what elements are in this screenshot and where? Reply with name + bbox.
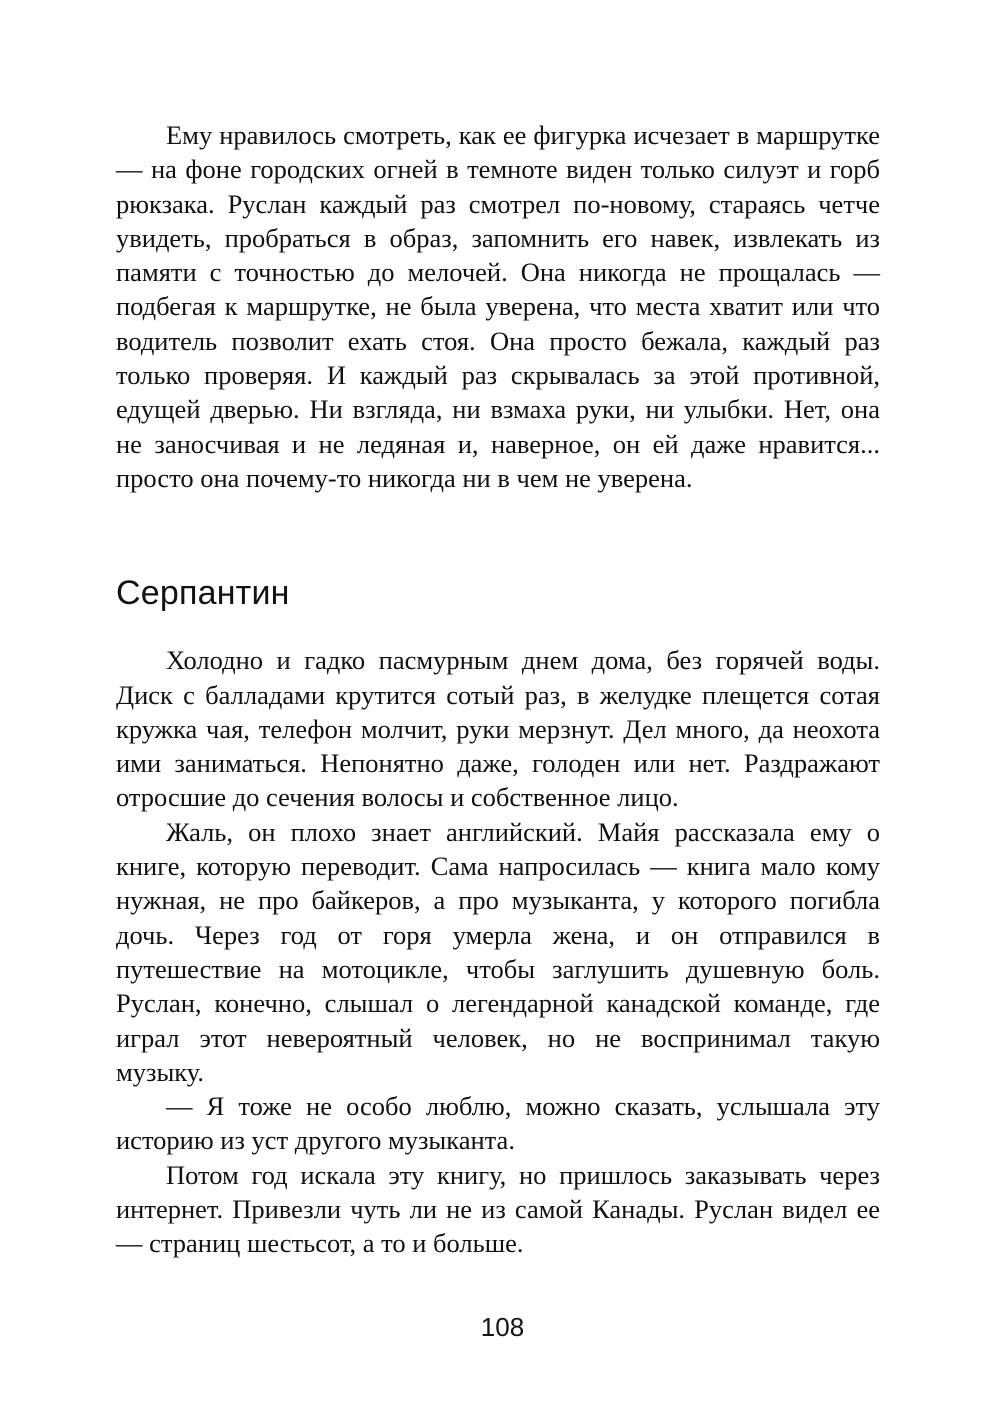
paragraph-2: Жаль, он плохо знает английский. Майя рассказала ему о книге, которую переводит. Сама напросилась — книга мало кому нужная, не про байкеров, а про музыканта, у которого погибла дочь. Через год от горя умерла жена, и он отправился в путешествие на мотоцикле, чтобы заглушить душевную боль. Руслан, конечно, слышал о легендарной канадской команде, где играл этот невероятный человек, но не воспринимал такую музыку.	[116, 816, 880, 1087]
text-column	[116, 118, 880, 1261]
section-heading: Серпантин	[116, 574, 290, 613]
paragraph-3: Потом год искала эту книгу, но пришлось заказывать через интернет. Привезли чуть ли не из самой Канады. Руслан видел ее — страниц шестьсот, а то и больше.	[116, 1159, 880, 1259]
paragraph-1: Холодно и гадко пасмурным днем дома, без горячей воды. Диск с балладами крутится сотый раз, в желудке плещется сотая кружка чая, телефон молчит, руки мерзнут. Дел много, да неохота ими заниматься. Непонятно даже, голоден или нет. Раздражают отросшие до сечения волосы и собственное лицо.	[116, 645, 880, 813]
spacer-below-heading	[116, 613, 880, 643]
paragraph-dialogue: — Я тоже не особо люблю, можно сказать, услышала эту историю из уст другого музыканта.	[116, 1091, 880, 1156]
paragraph-intro: Ему нравилось смотреть, как ее фигурка исчезает в маршрутке — на фоне городских огней в темноте виден только силуэт и горб рюкзака. Руслан каждый раз смотрел по-новому, стараясь четче увидеть, пробраться в образ, запомнить его навек, извлекать из памяти с точностью до мелочей. Она никогда не прощалась — подбегая к маршрутке, не была уверена, что места хватит или что водитель позволит ехать стоя. Она просто бежала, каждый раз только проверяя. И каждый раз скрывалась за этой противной, едущей дверью. Ни взгляда, ни взмаха руки, ни улыбки. Нет, она не заносчивая и не ледяная и, наверное, он ей даже нравится... просто она почему-то никогда ни в чем не уверена.	[116, 120, 880, 493]
spacer-above-heading	[116, 495, 880, 573]
page-number: 108	[480, 1312, 525, 1342]
